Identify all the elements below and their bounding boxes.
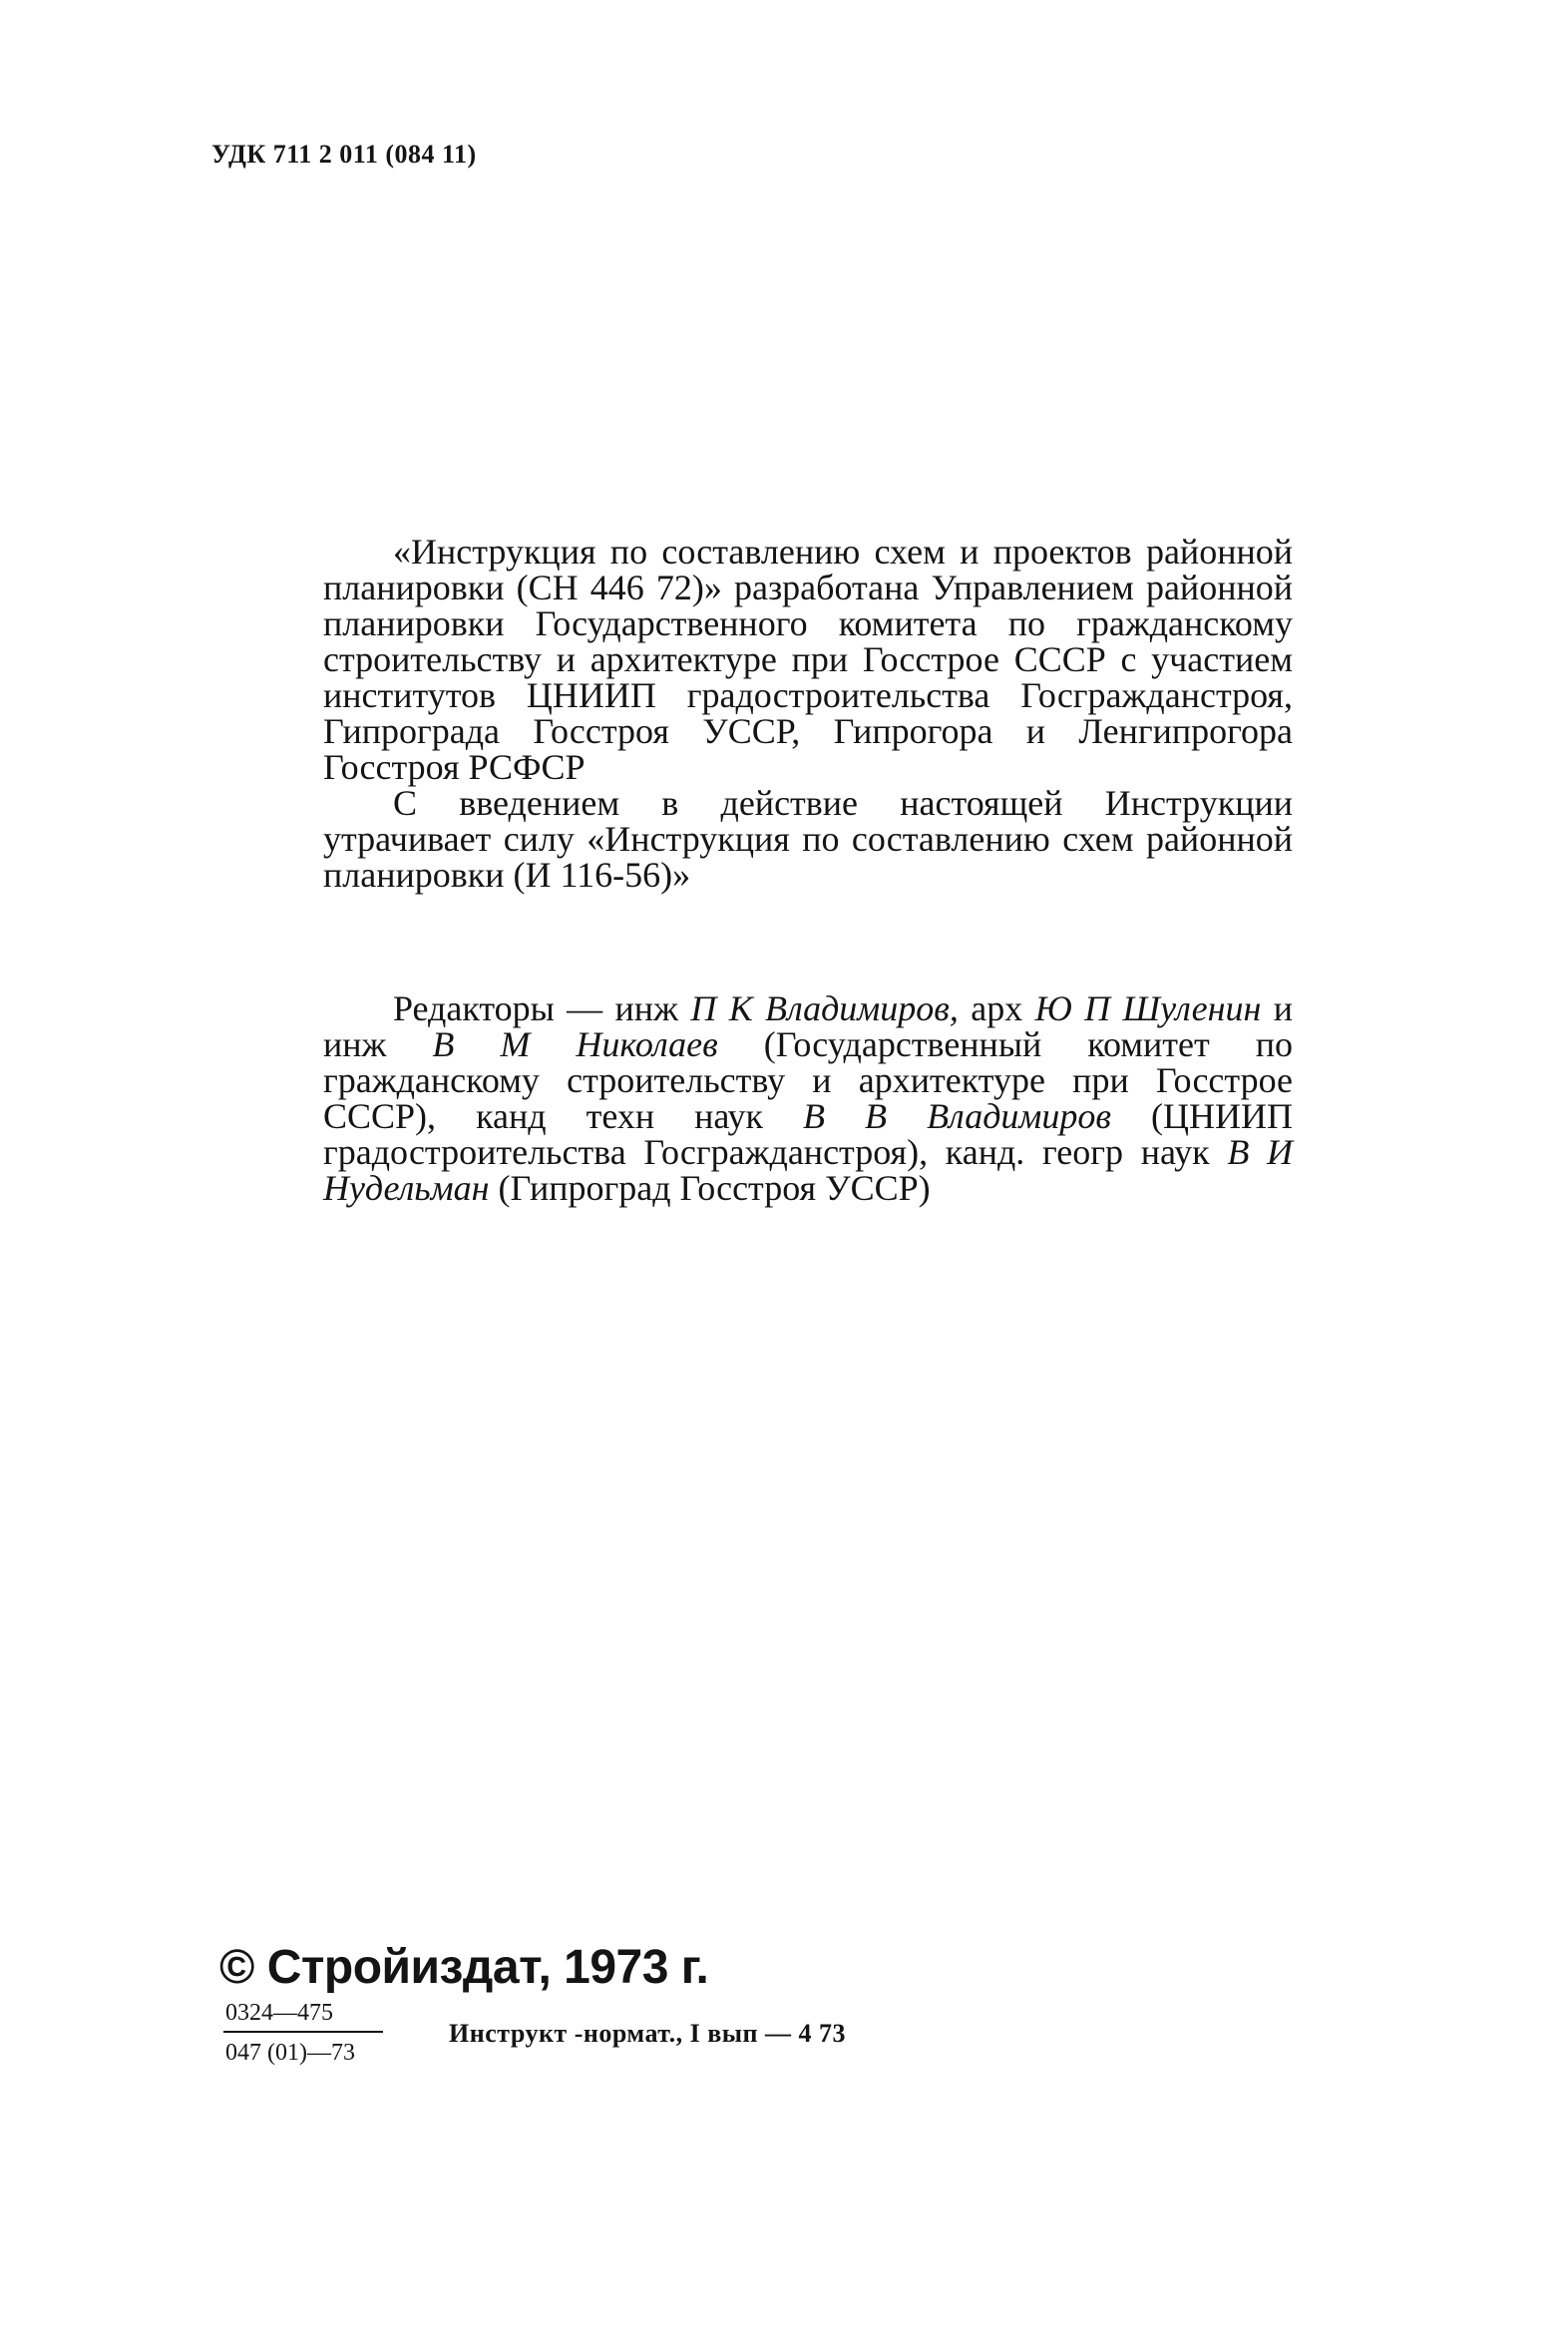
editor-name-5: В И Нудельман (323, 1132, 1294, 1208)
series-info: Инструкт -нормат., I вып — 4 73 (449, 2019, 847, 2048)
copyright-text: Стройиздат, 1973 г. (266, 1941, 709, 1994)
fraction-divider (223, 2031, 383, 2033)
code-denominator: 047 (01)—73 (225, 2040, 355, 2066)
main-text (323, 534, 1293, 893)
editors-lead: Редакторы — инж (393, 988, 678, 1028)
udk-code: УДК 711 2 011 (084 11) (211, 140, 477, 169)
copyright-icon: © (219, 1941, 254, 1994)
editors-text-3: и инж (323, 988, 1294, 1064)
editors-block (323, 990, 1293, 1206)
copyright (219, 1940, 708, 1995)
paragraph-2: С введением в действие настоящей Инструкции утрачивает силу «Инструкция по составлению схем районной планировки (И 116-56)» (323, 783, 1293, 895)
editors-text-2: арх (971, 988, 1023, 1028)
editors-text-5: (ЦНИИП градостроительства Госгражданстроя), канд. геогр наук (323, 1096, 1294, 1172)
editor-name-1: П К Владимиров, (690, 988, 959, 1028)
editor-name-3: В М Николаев (432, 1024, 718, 1064)
code-numerator: 0324—475 (225, 2000, 333, 2026)
editors-text-4: (Государственный комитет по гражданскому строительству и архитектуре при Госстрое СССР), канд техн наук (323, 1024, 1294, 1136)
editor-name-4: В В Владимиров (803, 1096, 1112, 1136)
editor-name-2: Ю П Шуленин (1034, 988, 1262, 1028)
editors-text-6: (Гипроград Госстроя УССР) (498, 1168, 931, 1208)
paragraph-1: «Инструкция по составлению схем и проектов районной планировки (СН 446 72)» разработана Управлением районной планировки Государственного комитета по гражданскому строительству и архитектуре при Госстрое СССР с участием институтов ЦНИИП градостроительства Госгражданстроя, Гипрограда Госстроя УССР, Гипрогора и Ленгипрогора Госстроя РСФСР (323, 532, 1293, 787)
